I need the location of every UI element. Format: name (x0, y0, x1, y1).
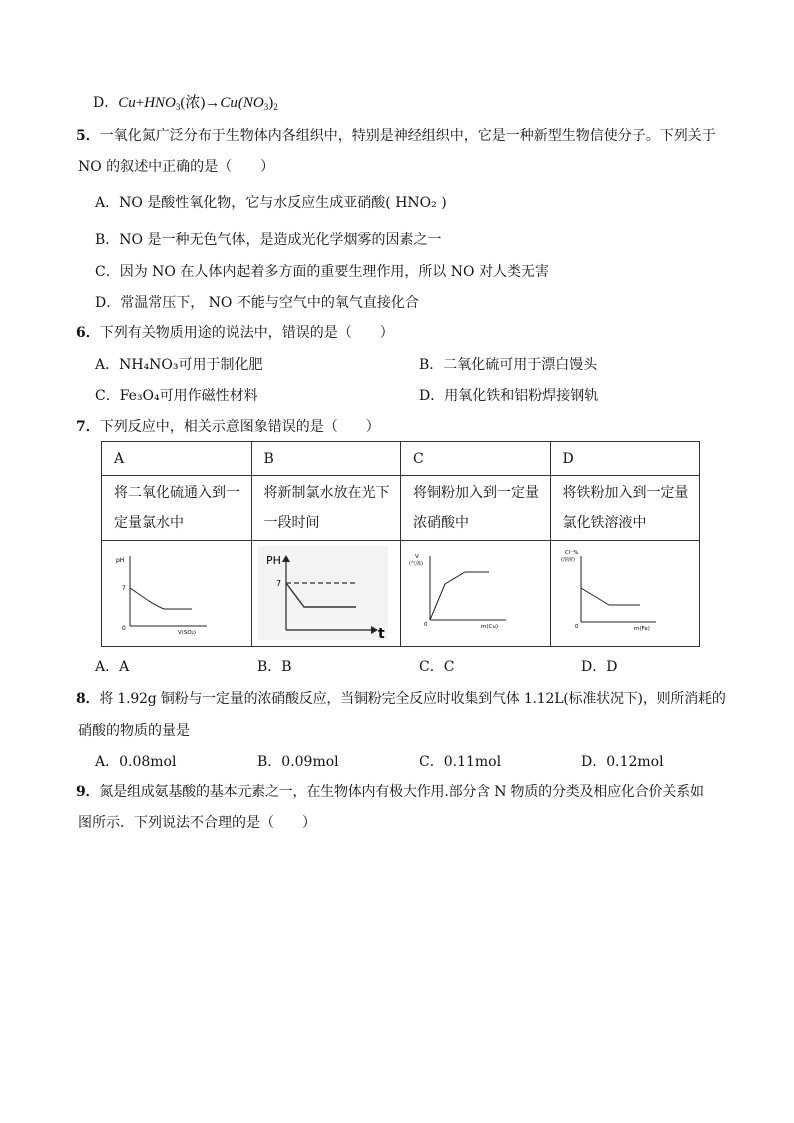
q5-option-d: D．常温常压下， NO 不能与空气中的氧气直接化合 (95, 295, 419, 311)
reaction-arrow: → (205, 95, 221, 111)
graph-cell-b (251, 541, 401, 647)
chemical-equation (118, 95, 278, 111)
q5-option-b: B．NO 是一种无色气体，是造成光化学烟雾的因素之一 (95, 232, 442, 248)
q6-option-d: D．用氧化铁和铝粉焊接钢轨 (419, 388, 599, 404)
q9-stem-line1 (76, 781, 704, 801)
q5-option-c: C．因为 NO 在人体内起着多方面的重要生理作用，所以 NO 对人类无害 (95, 264, 549, 280)
formula-hno3: HNO (144, 95, 176, 111)
x-axis-label: m(Cu) (481, 623, 498, 630)
y-axis-label: Cl⁻% (564, 549, 578, 556)
graph-curve (581, 588, 640, 605)
q8-option-b: B．0.09mol (257, 754, 339, 770)
q8-option-d: D．0.12mol (581, 754, 664, 770)
q8-stem-line2: 硝酸的物质的量是 (78, 723, 190, 739)
origin-label: 0 (122, 624, 126, 632)
formula-cu: Cu (118, 95, 136, 111)
formula-no3: (NO (237, 95, 264, 111)
question-number: 5． (76, 128, 100, 144)
table-cell-desc-c: 将铜粉加入到一定量浓硝酸中 (401, 476, 551, 541)
formula-cu: Cu (220, 95, 238, 111)
table-header-c: C (401, 442, 551, 476)
q7-stem (76, 416, 380, 436)
y-axis-unit: (溶液) (560, 556, 575, 563)
table-cell-desc-d: 将铁粉加入到一定量氯化铁溶液中 (550, 476, 700, 541)
q4-option-d (93, 91, 278, 112)
graph-b (252, 542, 395, 642)
q7-option-d: D．D (581, 659, 618, 675)
q5-stem-line1 (76, 125, 716, 145)
graph-curve (130, 588, 192, 609)
q9-stem-line2: 图所示．下列说法不合理的是（ ） (78, 815, 316, 831)
table-header-a: A (102, 442, 252, 476)
question-number: 7． (76, 419, 100, 435)
graph-curve (430, 572, 489, 620)
q7-option-c: C．C (419, 659, 455, 675)
y-axis-unit: (气体) (409, 560, 423, 567)
y-axis-label: V (415, 553, 419, 560)
formula-condition: (浓) (180, 95, 206, 111)
q5-stem-line2: NO 的叙述中正确的是（ ） (78, 159, 275, 175)
formula-plus: + (135, 95, 145, 111)
x-axis-label: V(SO₂) (178, 629, 197, 636)
graph-cell-a (102, 541, 252, 647)
question-text: 下列有关物质用途的说法中，错误的是（ ） (99, 325, 394, 341)
question-text: 下列反应中，相关示意图象错误的是（ ） (99, 419, 380, 435)
tick-label: 7 (122, 584, 126, 592)
graph-cell-d (550, 541, 700, 647)
tick-label: 7 (275, 578, 281, 588)
graph-c (401, 542, 541, 642)
y-axis-label: PH (265, 553, 281, 567)
graph-cell-c (401, 541, 551, 647)
q8-option-a: A．0.08mol (95, 754, 177, 770)
y-axis-label: pH (116, 556, 125, 564)
origin-label: 0 (424, 621, 428, 628)
q7-option-b: B．B (257, 659, 292, 675)
question-text: 一氧化氮广泛分布于生物体内各组织中，特别是神经组织中，它是一种新型生物信使分子。下列关于 (99, 128, 716, 144)
table-cell-desc-a: 将二氧化硫通入到一定量氯水中 (102, 476, 252, 541)
q8-stem-line1 (76, 688, 726, 708)
question-text: 氮是组成氨基酸的基本元素之一，在生物体内有极大作用.部分含 N 物质的分类及相应化合价关系如 (99, 784, 704, 800)
formula-sub: 3 (263, 102, 269, 112)
formula-sub: 2 (273, 102, 278, 112)
q5-option-a: A．NO 是酸性氧化物，它与水反应生成亚硝酸( HNO₂ ) (95, 195, 447, 211)
option-letter: D． (93, 95, 119, 111)
question-number: 9． (76, 784, 100, 800)
graph-a (102, 542, 242, 642)
table-header-d: D (550, 442, 700, 476)
q8-option-c: C．0.11mol (419, 754, 502, 770)
question-number: 6． (76, 325, 100, 341)
q6-option-a: A．NH₄NO₃可用于制化肥 (95, 357, 263, 373)
q6-option-c: C．Fe₃O₄可用作磁性材料 (95, 388, 258, 404)
table-header-b: B (251, 442, 401, 476)
q7-option-a: A．A (95, 659, 130, 675)
q6-stem (76, 322, 394, 342)
formula-sub: 3 (175, 102, 181, 112)
graph-d (551, 542, 691, 642)
table-cell-desc-b: 将新制氯水放在光下一段时间 (251, 476, 401, 541)
formula-paren: ) (268, 95, 274, 111)
question-text: 将 1.92g 铜粉与一定量的浓硝酸反应，当铜粉完全反应时收集到气体 1.12L(标准状况下)，则所消耗的 (99, 691, 726, 707)
origin-label: 0 (574, 623, 578, 630)
q7-table (101, 441, 700, 647)
x-axis-label: m(Fe) (633, 625, 650, 632)
question-number: 8． (76, 691, 100, 707)
x-axis-label: t (377, 625, 385, 642)
q6-option-b: B．二氧化硫可用于漂白馒头 (419, 357, 598, 373)
